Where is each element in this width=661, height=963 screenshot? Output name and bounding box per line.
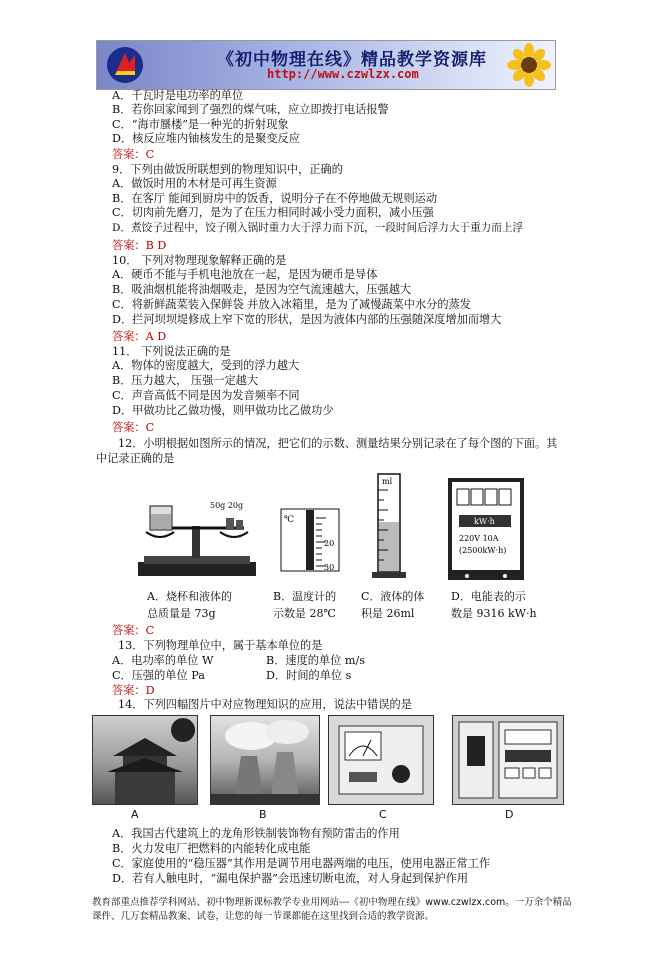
q12-caption-d-line1: D．电能表的示 <box>451 590 526 603</box>
celsius-unit-label: ℃ <box>284 515 295 525</box>
thermo-tick-30: 30 <box>324 563 335 572</box>
power-plant-photo <box>210 715 320 805</box>
q12-caption-b-line2: 示数是 28℃ <box>273 607 336 620</box>
site-logo-icon <box>105 45 145 85</box>
q12-stem: 12．小明根据如图所示的情况，把它们的示数、测量结果分别记录在了每个图的下面。其 <box>118 437 558 450</box>
q11-answer: 答案：C <box>112 421 155 434</box>
leakage-protector-photo <box>452 715 564 805</box>
voltage-stabilizer-photo <box>328 715 434 805</box>
graduated-cylinder-figure <box>370 470 410 582</box>
photo-label-a: A <box>131 808 139 821</box>
q11-option-c: C．声音高低不同是因为发音频率不同 <box>112 389 300 402</box>
q13-stem: 13．下列物理单位中，属于基本单位的是 <box>118 639 323 652</box>
sunflower-icon <box>507 43 551 87</box>
meter-spec-line2: (2500kW·h) <box>459 546 507 555</box>
q13-answer: 答案：D <box>112 684 155 697</box>
q12-answer: 答案：C <box>112 624 155 637</box>
q12-stem-cont: 中记录正确的是 <box>96 452 175 465</box>
balance-scale-figure <box>134 496 260 580</box>
q9-answer: 答案：B D <box>112 239 167 252</box>
q13-option-d: D．时间的单位 s <box>266 669 352 682</box>
meter-spec-line1: 220V 10A <box>459 534 499 543</box>
kwh-unit-label: kW·h <box>474 517 495 526</box>
q12-caption-d-line2: 数是 9316 kW·h <box>451 607 537 620</box>
q14-option-a: A．我国古代建筑上的龙角形铁制装饰物有预防雷击的作用 <box>112 827 400 840</box>
q12-caption-c-line2: 积是 26ml <box>361 607 415 620</box>
q14-option-d: D．若有人触电时，“漏电保护器”会迅速切断电流，对人身起到保护作用 <box>112 872 469 885</box>
q10-answer: 答案：A D <box>112 330 167 343</box>
thermo-tick-20: 20 <box>324 539 335 548</box>
q8-option-d: D．核反应堆内铀核发生的是聚变反应 <box>112 132 300 145</box>
ml-unit-label: ml <box>382 477 393 486</box>
banner-title: 《初中物理在线》精品教学资源库 <box>217 50 487 70</box>
q14-option-c: C．家庭使用的“稳压器”其作用是调节用电器两端的电压，使用电器正常工作 <box>112 857 491 870</box>
q9-option-d: D．煮饺子过程中，饺子刚入锅时重力大于浮力而下沉，一段时间后浮力大于重力而上浮 <box>112 222 524 234</box>
photo-label-d: D <box>505 808 514 821</box>
q10-option-c: C．将新鲜蔬菜装入保鲜袋 并放入冰箱里，是为了减慢蔬菜中水分的蒸发 <box>112 298 471 311</box>
q8-option-c: C．“海市蜃楼”是一种光的折射现象 <box>112 118 289 131</box>
q13-option-a: A．电功率的单位 W <box>112 654 214 667</box>
q10-option-a: A．硬币不能与手机电池放在一起，是因为硬币是导体 <box>112 268 378 281</box>
q13-option-b: B．速度的单位 m/s <box>266 654 366 667</box>
electric-meter-figure <box>447 477 525 581</box>
q14-option-b: B．火力发电厂把燃料的内能转化成电能 <box>112 842 311 855</box>
header-banner <box>96 40 556 90</box>
q12-caption-c-line1: C．液体的体 <box>361 590 425 603</box>
banner-url[interactable]: http://www.czwlzx.com <box>267 67 419 81</box>
ancient-building-photo <box>92 715 198 805</box>
thermometer-figure <box>280 508 340 572</box>
q8-option-b: B．若你回家闻到了强烈的煤气味，应立即拨打电话报警 <box>112 103 389 116</box>
q9-stem: 9．下列由做饭所联想到的物理知识中，正确的 <box>112 163 343 176</box>
q10-stem: 10． 下列对物理现象解释正确的是 <box>112 254 287 267</box>
q9-option-a: A．做饭时用的木材是可再生资源 <box>112 177 277 190</box>
q9-option-c: C．切肉前先磨刀，是为了在压力相同时减小受力面积，减小压强 <box>112 206 434 219</box>
q14-stem: 14．下列四幅图片中对应物理知识的应用，说法中错误的是 <box>118 698 412 711</box>
q12-caption-a-line1: A．烧杯和液体的 <box>147 590 232 603</box>
photo-label-b: B <box>259 808 267 821</box>
q10-option-b: B．吸油烟机能将油烟吸走，是因为空气流速越大，压强越大 <box>112 283 412 296</box>
q11-stem: 11． 下列说法正确的是 <box>112 345 231 358</box>
q11-option-b: B．压力越大， 压强一定越大 <box>112 374 259 387</box>
q9-option-b: B．在客厅 能闻到厨房中的饭香，说明分子在不停地做无规则运动 <box>112 192 438 205</box>
q13-option-c: C．压强的单位 Pa <box>112 669 205 682</box>
q12-caption-b-line1: B．温度计的 <box>273 590 337 603</box>
weights-label: 50g 20g <box>210 501 244 510</box>
q8-option-a: A．千瓦时是电功率的单位 <box>112 89 244 102</box>
q8-answer: 答案：C <box>112 148 155 161</box>
q12-caption-a-line2: 总质量是 73g <box>147 607 216 620</box>
q11-option-d: D．甲做功比乙做功慢，则甲做功比乙做功少 <box>112 404 334 417</box>
photo-label-c: C <box>379 808 387 821</box>
page-footer: 教育部重点推荐学科网站、初中物理新课标教学专业用网站---《初中物理在线》www.czwlzx.com。一万余个精品课件、几万套精品教案、试卷，让您的每一节课都能在这里找到合适的教学资源。 <box>92 897 572 922</box>
q10-option-d: D．拦河坝坝堤修成上窄下宽的形状，是因为液体内部的压强随深度增加而增大 <box>112 313 502 326</box>
q11-option-a: A．物体的密度越大，受到的浮力越大 <box>112 359 300 372</box>
